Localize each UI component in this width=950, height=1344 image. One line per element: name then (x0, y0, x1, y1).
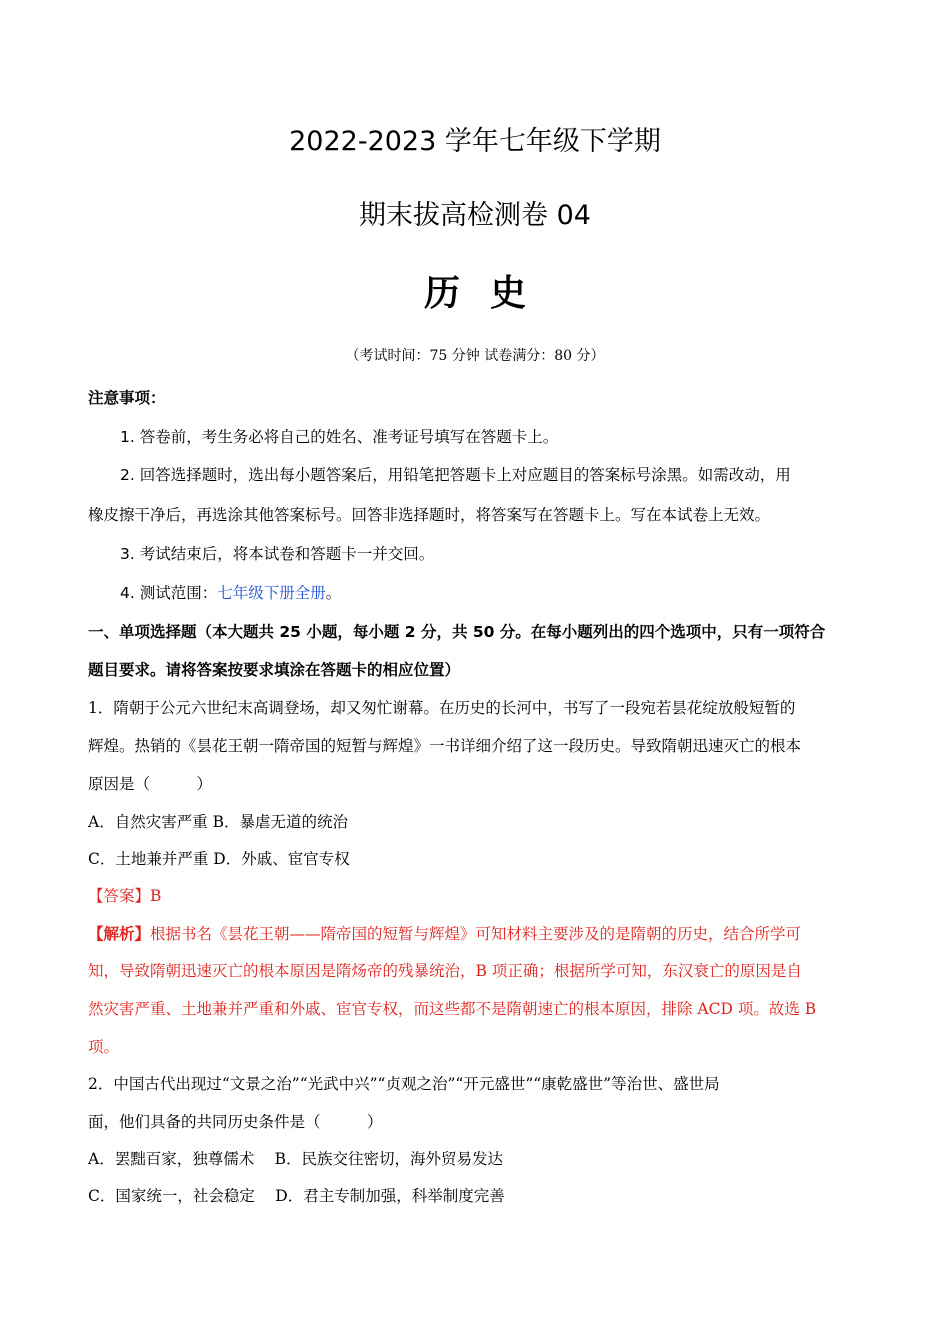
q1-stem-line1: 1．隋朝于公元六世纪末高调登场，却又匆忙谢幕。在历史的长河中，书写了一段宛若昙花绽放般短暂的 (88, 699, 796, 717)
q1-options-line1: A．自然灾害严重 B．暴虐无道的统治 (88, 813, 349, 831)
q2-options-line1: A．罢黜百家，独尊儒术 B．民族交往密切，海外贸易发达 (88, 1150, 504, 1168)
title-exam-name: 期末拔高检测卷 04 (359, 200, 591, 231)
note-end: 。 (325, 584, 342, 602)
exam-meta: （考试时间：75 分钟 试卷满分：80 分） (345, 348, 605, 364)
q2-stem-line2: 面，他们具备的共同历史条件是（ ） (88, 1113, 383, 1131)
q1-analysis-line4: 项。 (88, 1038, 120, 1056)
note-item-3 (120, 542, 900, 566)
q1-analysis-line1 (88, 922, 868, 946)
note-text: 回答选择题时，选出每小题答案后，用铅笔把答题卡上对应题目的答案标号涂黑。如需改动，用 (139, 466, 791, 484)
note-text: 答卷前，考生务必将自己的姓名、准考证号填写在答题卡上。 (139, 428, 559, 446)
note-text: 考试结束后，将本试卷和答题卡一并交回。 (139, 545, 435, 563)
analysis-text: 根据书名《昙花王朝——隋帝国的短暂与辉煌》可知材料主要涉及的是隋朝的历史，结合所学可 (150, 925, 802, 943)
q2-options-line2: C．国家统一，社会稳定 D．君主专制加强，科举制度完善 (88, 1187, 505, 1205)
note-text: 测试范围： (139, 584, 218, 602)
note-number: 1. (120, 428, 135, 446)
note-item-2-continued: 橡皮擦干净后，再选涂其他答案标号。回答非选择题时，将答案写在答题卡上。写在本试卷上无效。 (88, 506, 771, 524)
note-item-4 (120, 581, 900, 605)
answer-value: B (150, 887, 162, 905)
q1-analysis-line2: 知，导致隋朝迅速灭亡的根本原因是隋炀帝的残暴统治，B 项正确；根据所学可知，东汉衰亡的原因是自 (88, 962, 802, 980)
note-number: 3. (120, 545, 135, 563)
title-subject: 历史 (423, 273, 556, 314)
note-number: 2. (120, 466, 135, 484)
notes-heading: 注意事项： (88, 389, 166, 407)
answer-label: 【答案】 (88, 887, 151, 905)
q1-stem-line3: 原因是（ ） (88, 775, 213, 793)
q1-answer (88, 884, 868, 908)
analysis-label: 【解析】 (88, 925, 151, 943)
q1-analysis-line3: 然灾害严重、土地兼并严重和外戚、宦官专权，而这些都不是隋朝速亡的根本原因，排除 ACD 项。故选 B (88, 1000, 817, 1018)
q1-stem-line2: 辉煌。热销的《昙花王朝一隋帝国的短暂与辉煌》一书详细介绍了这一段历史。导致隋朝迅速灭亡的根本 (88, 737, 802, 755)
section1-heading-line2: 题目要求。请将答案按要求填涂在答题卡的相应位置） (88, 661, 461, 679)
note-item-2 (120, 463, 900, 487)
note-item-1 (120, 425, 900, 449)
section1-heading-line1: 一、单项选择题（本大题共 25 小题，每小题 2 分，共 50 分。在每小题列出的四个选项中，只有一项符合 (88, 623, 826, 641)
q1-options-line2: C．土地兼并严重 D．外戚、宦官专权 (88, 850, 350, 868)
q2-stem-line1: 2．中国古代出现过“文景之治”“光武中兴”“贞观之治”“开元盛世”“康乾盛世”等治世、盛世局 (88, 1075, 720, 1093)
test-scope-link: 七年级下册全册 (217, 584, 326, 602)
note-number: 4. (120, 584, 135, 602)
title-year-semester: 2022-2023 学年七年级下学期 (289, 126, 661, 157)
